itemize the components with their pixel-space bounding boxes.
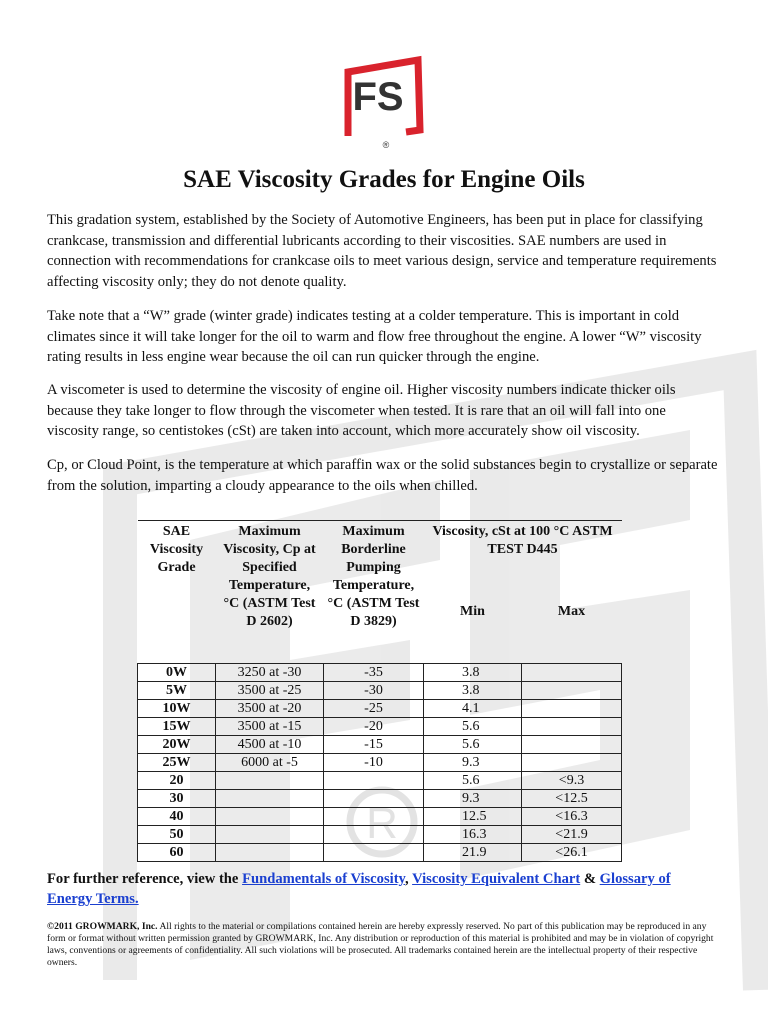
- cell-grade: 20: [138, 772, 216, 790]
- cell-grade: 10W: [138, 700, 216, 718]
- cell-max: [522, 682, 622, 700]
- glossary-of-energy-terms-link[interactable]: Glossary of Energy Terms.: [47, 871, 671, 907]
- cell-grade: 40: [138, 808, 216, 826]
- header-max: Max: [557, 604, 586, 619]
- cell-bpt: -30: [324, 682, 424, 700]
- cell-cp: [216, 826, 324, 844]
- cell-bpt: -35: [324, 664, 424, 682]
- table-row: [138, 682, 622, 700]
- table-row: [138, 664, 622, 682]
- cell-min: 5.6: [424, 736, 522, 754]
- cell-grade: 30: [138, 790, 216, 808]
- header-min: Min: [460, 604, 485, 619]
- header-cst: Viscosity, cSt at 100 °C ASTM TEST D445: [424, 521, 622, 604]
- cell-max: [522, 736, 622, 754]
- cell-bpt: -15: [324, 736, 424, 754]
- table-body: [138, 664, 622, 862]
- header-bpt: Maximum Borderline Pumping Temperature, °C (ASTM Test D 3829): [324, 521, 424, 664]
- copyright-text: All rights to the material or compilations contained herein are hereby expressly reserved. No part of this publication may be reproduced in any form or format without written permission granted by GROWMARK, Inc. Any distribution or reproduction of this material is prohibited and may be in violation of copyright laws, conventions or agreements of confidentiality. All such violations will be prosecuted. All trademarks contained herein are the intellectual property of their respective owners.: [47, 921, 714, 968]
- cell-max: [522, 700, 622, 718]
- page-title: SAE Viscosity Grades for Engine Oils: [183, 166, 585, 193]
- cell-cp: 3500 at -25: [216, 682, 324, 700]
- table-row: [138, 718, 622, 736]
- viscometer-paragraph: A viscometer is used to determine the viscosity of engine oil. Higher viscosity numbers indicate thicker oils because they take longer to flow through the viscometer when tested. It is rare that an oil will fall into one viscosity range, so centistokes (cSt) are taken into account, which more accurately show oil viscosity.: [47, 382, 676, 439]
- fs-logo: [336, 44, 432, 152]
- cell-cp: 3500 at -20: [216, 700, 324, 718]
- copyright-notice: [47, 921, 727, 969]
- fundamentals-of-viscosity-link[interactable]: Fundamentals of Viscosity: [242, 871, 406, 887]
- reference-separator: &: [580, 871, 600, 887]
- cell-bpt: [324, 826, 424, 844]
- reference-separator: ,: [405, 871, 413, 887]
- cell-bpt: -25: [324, 700, 424, 718]
- cell-grade: 20W: [138, 736, 216, 754]
- cell-max: [522, 664, 622, 682]
- cell-max: [522, 754, 622, 772]
- table-row: [138, 808, 622, 826]
- cell-bpt: -20: [324, 718, 424, 736]
- cell-max: <9.3: [522, 772, 622, 790]
- cell-min: 5.6: [424, 772, 522, 790]
- cell-cp: 3500 at -15: [216, 718, 324, 736]
- svg-text:R: R: [366, 799, 398, 848]
- cloud-point-paragraph: Cp, or Cloud Point, is the temperature at which paraffin wax or the solid substances begin to crystallize or separate from the solution, imparting a cloudy appearance to the oils when chilled.: [47, 457, 718, 494]
- w-grade-paragraph: Take note that a “W” grade (winter grade) indicates testing at a colder temperature. This is important in cold climates since it will take longer for the oil to warm and flow free throughout the engine. A lower “W” viscosity rating results in less engine wear because the oil can run quicker through the engine.: [47, 308, 702, 365]
- cell-min: 12.5: [424, 808, 522, 826]
- header-cp: Maximum Viscosity, Cp at Specified Temperature, °C (ASTM Test D 2602): [216, 521, 324, 664]
- table-row: [138, 790, 622, 808]
- cell-cp: [216, 808, 324, 826]
- cell-bpt: -10: [324, 754, 424, 772]
- cell-cp: 6000 at -5: [216, 754, 324, 772]
- table-row: [138, 736, 622, 754]
- header-grade: SAE Viscosity Grade: [138, 521, 216, 664]
- reference-prefix: For further reference, view the: [47, 871, 243, 887]
- cell-min: 3.8: [424, 664, 522, 682]
- cell-grade: 15W: [138, 718, 216, 736]
- intro-paragraph: This gradation system, established by the Society of Automotive Engineers, has been put in place for classifying crankcase, transmission and differential lubricants according to their viscosities. SAE numbers are used in connection with recommendations for crankcase oils to meet various design, service and temperature requirements affecting viscosity only; they do not denote quality.: [47, 212, 717, 290]
- table-row: [138, 772, 622, 790]
- cell-min: 16.3: [424, 826, 522, 844]
- cell-bpt: [324, 808, 424, 826]
- cell-bpt: [324, 844, 424, 862]
- registered-mark: ®: [382, 140, 390, 150]
- cell-min: 3.8: [424, 682, 522, 700]
- cell-min: 9.3: [424, 754, 522, 772]
- cell-max: [522, 718, 622, 736]
- table-row: [138, 844, 622, 862]
- table-row: [138, 826, 622, 844]
- cell-min: 4.1: [424, 700, 522, 718]
- cell-grade: 50: [138, 826, 216, 844]
- cell-min: 21.9: [424, 844, 522, 862]
- copyright-owner: ©2011 GROWMARK, Inc.: [47, 921, 158, 932]
- viscosity-equivalent-chart-link[interactable]: Viscosity Equivalent Chart: [412, 871, 581, 887]
- cell-grade: 60: [138, 844, 216, 862]
- cell-bpt: [324, 772, 424, 790]
- cell-min: 9.3: [424, 790, 522, 808]
- cell-bpt: [324, 790, 424, 808]
- viscosity-table: [137, 520, 622, 862]
- cell-cp: [216, 790, 324, 808]
- cell-cp: 4500 at -10: [216, 736, 324, 754]
- table-row: [138, 754, 622, 772]
- cell-grade: 0W: [138, 664, 216, 682]
- cell-max: <16.3: [522, 808, 622, 826]
- cell-max: <12.5: [522, 790, 622, 808]
- cell-grade: 5W: [138, 682, 216, 700]
- cell-max: <26.1: [522, 844, 622, 862]
- table-row: [138, 700, 622, 718]
- cell-cp: 3250 at -30: [216, 664, 324, 682]
- fs-logo-icon: [336, 44, 432, 152]
- cell-max: <21.9: [522, 826, 622, 844]
- logo-letter-f: FS: [352, 75, 404, 119]
- cell-cp: [216, 844, 324, 862]
- cell-min: 5.6: [424, 718, 522, 736]
- further-reference: [47, 869, 719, 909]
- cell-grade: 25W: [138, 754, 216, 772]
- cell-cp: [216, 772, 324, 790]
